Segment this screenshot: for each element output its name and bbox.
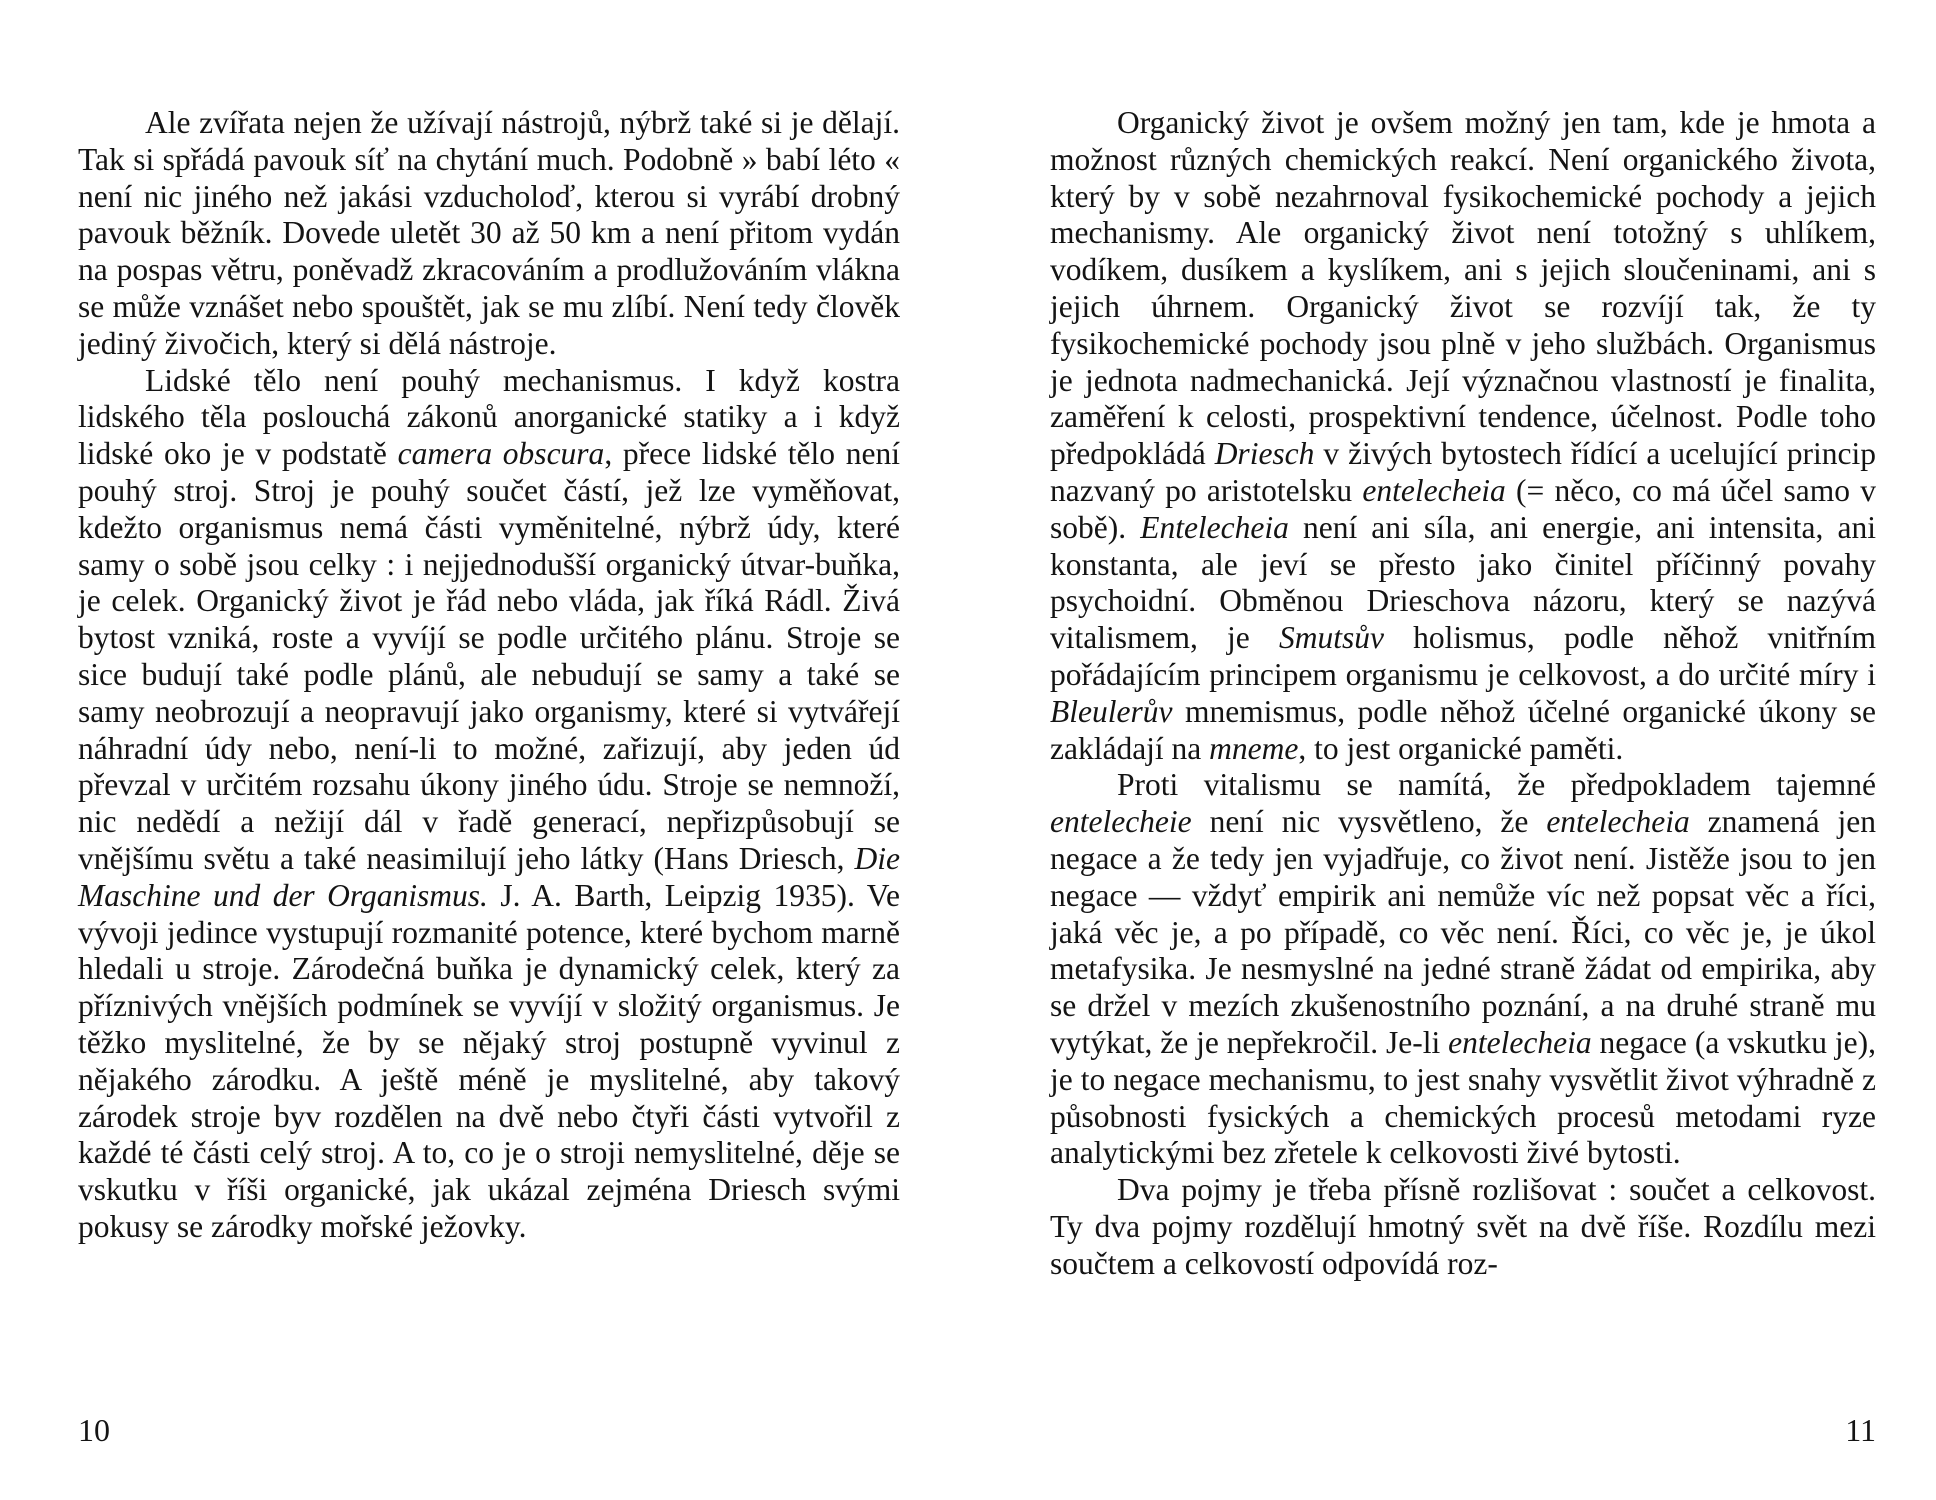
italic-term: Entelecheia (1140, 509, 1289, 545)
text-segment: Dva pojmy je třeba přísně rozlišovat : součet a celkovost. Ty dva pojmy rozdělují hmotný svět na dvě říše. Rozdílu mezi součtem a celkovostí odpovídá roz- (1050, 1172, 1876, 1281)
italic-term: Bleulerův (1050, 693, 1173, 729)
italic-term: camera obscura (397, 436, 605, 472)
left-page-text (78, 105, 900, 1246)
text-segment: , to jest organické paměti. (1298, 730, 1624, 766)
right-page-text (1050, 105, 1876, 1283)
right-paragraph-3 (1050, 1172, 1876, 1282)
text-segment: (= něco, co má účel samo v sobě). (1050, 472, 1876, 545)
italic-term: entelecheie (1050, 804, 1192, 840)
text-segment: Ale zvířata nejen že užívají nástrojů, nýbrž také si je dělají. Tak si spřádá pavouk síť na chytání much. Podobně » babí léto « není nic jiného než jakási vzducholoď, kterou si vyrábí drobný pavouk běžník. Dovede uletět 30 až 50 km a není přitom vydán na pospas větru, poněvadž zkracováním a prodlužováním vlákna se může vznášet nebo spouštět, jak se mu zlíbí. Není tedy člověk jediný živočich, který si dělá nástroje. (78, 105, 900, 361)
text-segment: Organický život je ovšem možný jen tam, kde je hmota a možnost různých chemických reakcí. Není organického života, který by v sobě nezahrnoval fysikochemické pochody a jejich mechanismy. Ale organický život není totožný s uhlíkem, vodíkem, dusíkem a kyslíkem, ani s jejich sloučeninami, ani s jejich úhrnem. Organický život se rozvíjí tak, že ty fysikochemické pochody jsou plně v jeho službách. Organismus je jednota nadmechanická. Její význačnou vlastností je finalita, zaměření k celosti, prospektivní tendence, účelnost. Podle toho předpokládá (1050, 105, 1876, 472)
right-paragraph-2 (1050, 767, 1876, 1172)
page-number: 10 (78, 1412, 110, 1448)
text-segment: , přece lidské tělo není pouhý stroj. Stroj je pouhý součet částí, jež lze vyměňovat, kdežto organismus nemá části vyměnitelné, nýbrž údy, které samy o sobě jsou celky : i nejjednodušší organický útvar-buňka, je celek. Organický život je řád nebo vláda, jak říká Rádl. Živá bytost vzniká, roste a vyvíjí se podle určitého plánu. Stroje se sice budují také podle plánů, ale nebudují se samy a také se samy neobrozují a neopravují jako organismy, které si vytvářejí náhradní údy nebo, není-li to možné, zařizují, aby jeden úd převzal v určitém rozsahu úkony jiného údu. Stroje se nemnoží, nic nedědí a nežijí dál v řadě generací, nepřizpůsobují se vnějšímu světu a také neasimilují jeho látky (Hans Driesch, (78, 436, 901, 876)
text-segment: mnemismus, podle něhož účelné organické úkony se zakládají na (1050, 693, 1876, 766)
text-segment: není nic vysvětleno, že (1191, 804, 1547, 840)
italic-term: entelecheia (1546, 804, 1690, 840)
italic-term: Driesch (1214, 436, 1315, 472)
text-segment: Proti vitalismu se namítá, že předpokladem tajemné (1117, 767, 1876, 803)
text-segment: negace (a vskutku je), je to negace mechanismu, to jest snahy vysvětlit život výhradně z působnosti fysických a chemických procesů metodami ryze analytickými bez zřetele k celkovosti živé bytosti. (1050, 1024, 1876, 1171)
right-page (968, 0, 1936, 1500)
text-segment: holismus, podle něhož vnitřním pořádajícím principem organismu je celkovost, a do určité míry i (1050, 620, 1877, 692)
left-paragraph-1 (78, 105, 900, 363)
italic-term: entelecheia (1448, 1024, 1592, 1060)
italic-term: entelecheia (1362, 472, 1506, 508)
text-segment: v živých bytostech řídící a ucelující princip nazvaný po aristotelsku (1050, 436, 1876, 508)
italic-term: mneme (1209, 730, 1299, 766)
text-segment: znamená jen negace a že tedy jen vyjadřuje, co život není. Jistěže jsou to jen negace — vždyť empirik ani nemůže víc než popsat věc a říci, jaká věc je, a po případě, co věc není. Říci, co věc je, je úkol metafysika. Je nesmyslné na jedné straně žádat od empirika, aby se držel v mezích zkušenostního poznání, a na druhé straně mu vytýkat, že je nepřekročil. Je-li (1050, 804, 1876, 1060)
text-segment: není ani síla, ani energie, ani intensita, ani konstanta, ale jeví se přesto jako činitel příčinný povahy psychoidní. Obměnou Drieschova názoru, který se nazývá vitalismem, je (1050, 509, 1876, 656)
italic-term: Smutsův (1278, 620, 1384, 656)
text-segment: Lidské tělo není pouhý mechanismus. I když kostra lidského těla poslouchá zákonů anorganické statiky a i když lidské oko je v podstatě (78, 362, 900, 472)
page-number: 11 (1845, 1412, 1876, 1448)
text-segment: J. A. Barth, Leipzig 1935). Ve vývoji jedince vystupují rozmanité potence, které bychom marně hledali u stroje. Zárodečná buňka je dynamický celek, který za příznivých vnějších podmínek se vyvíjí v složitý organismus. Je těžko myslitelné, že by se nějaký stroj postupně vyvinul z nějakého zárodku. A ještě méně je myslitelné, aby takový zárodek stroje byv rozdělen na dvě nebo čtyři části vytvořil z každé té části celý stroj. A to, co je o stroji nemyslitelné, děje se vskutku v říši organické, jak ukázal zejména Driesch svými pokusy se zárodky mořské ježovky. (78, 877, 900, 1244)
left-paragraph-2 (78, 363, 900, 1246)
right-paragraph-1 (1050, 105, 1876, 767)
italic-book-title: Die Maschine und der Organismus. (78, 840, 900, 913)
